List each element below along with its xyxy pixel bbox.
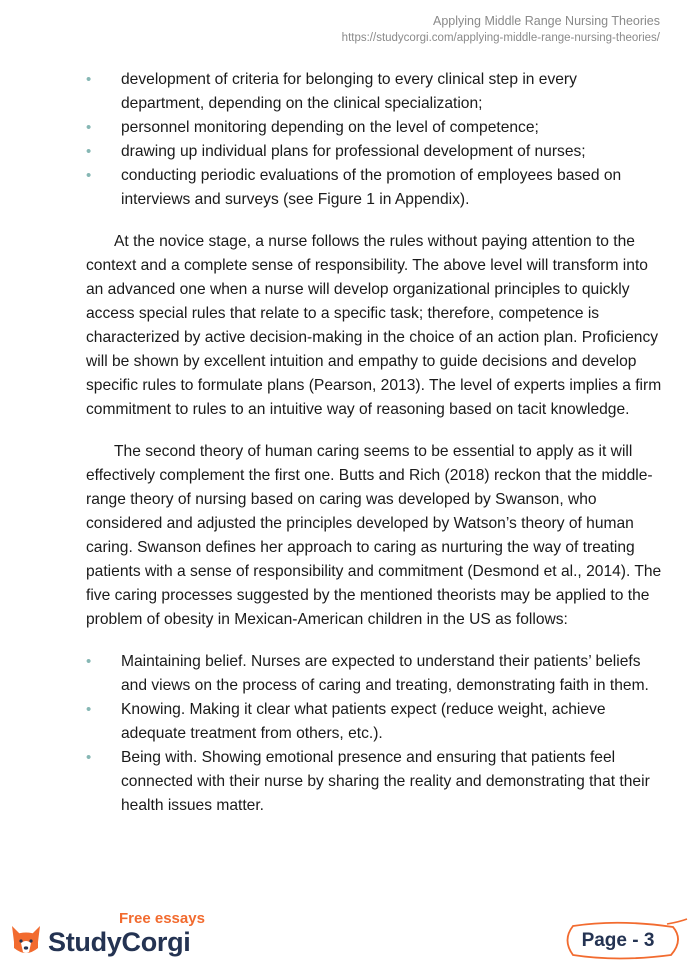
list-item-text: Maintaining belief. Nurses are expected to understand their patients’ beliefs and views on the process of caring and treating, demonstrating faith in them. <box>121 653 649 694</box>
caring-processes-list <box>86 650 662 818</box>
brand-name: StudyCorgi <box>48 927 191 957</box>
bullet-icon: • <box>86 749 92 766</box>
list-item-text: Being with. Showing emotional presence and ensuring that patients feel connected with their nurse by sharing the reality and demonstrating that their health issues matter. <box>121 749 650 814</box>
bullet-icon: • <box>86 119 92 136</box>
list-item-text: personnel monitoring depending on the level of competence; <box>121 119 539 136</box>
bullet-icon: • <box>86 653 92 670</box>
list-item-text: Knowing. Making it clear what patients expect (reduce weight, achieve adequate treatment from others, etc.). <box>121 701 606 742</box>
list-item <box>86 650 662 698</box>
paragraph-novice-stage: At the novice stage, a nurse follows the rules without paying attention to the context and a complete sense of responsibility. The above level will transform into an advanced one when a nurse will develop organizational principles to quickly access special rules that relate to a specific task; therefore, competence is characterized by active decision-making in the choice of an action plan. Proficiency will be shown by excellent intuition and empathy to guide decisions and develop specific rules to formulate plans (Pearson, 2013). The level of experts implies a firm commitment to rules to an intuitive way of reasoning based on tacit knowledge. <box>86 233 662 418</box>
studycorgi-logo[interactable] <box>8 910 228 962</box>
page-number: Page - 3 <box>581 930 655 951</box>
bullet-icon: • <box>86 143 92 160</box>
list-item-text: drawing up individual plans for professional development of nurses; <box>121 143 586 160</box>
bullet-icon: • <box>86 167 92 184</box>
bullet-icon: • <box>86 701 92 718</box>
list-item <box>86 116 662 140</box>
list-item <box>86 140 662 164</box>
list-item <box>86 164 662 212</box>
page-number-badge <box>563 918 689 962</box>
list-item <box>86 698 662 746</box>
paragraph-human-caring: The second theory of human caring seems to be essential to apply as it will effectively complement the first one. Butts and Rich (2018) reckon that the middle-range theory of nursing based on caring was developed by Swanson, who considered and adjusted the principles developed by Watson’s theory of human caring. Swanson defines her approach to caring as nurturing the way of treating patients with a sense of responsibility and commitment (Desmond et al., 2014). The five caring processes suggested by the mentioned theorists may be applied to the problem of obesity in Mexican-American children in the US as follows: <box>86 443 662 628</box>
corgi-icon <box>8 922 44 958</box>
criteria-list <box>86 68 662 212</box>
free-essays-tagline: Free essays <box>119 910 205 927</box>
header-url[interactable]: https://studycorgi.com/applying-middle-range-nursing-theories/ <box>341 32 660 44</box>
list-item-text: development of criteria for belonging to every clinical step in every department, depending on the clinical specialization; <box>121 71 577 112</box>
bullet-icon: • <box>86 71 92 88</box>
list-item <box>86 68 662 116</box>
document-body <box>86 68 662 818</box>
list-item <box>86 746 662 818</box>
page-header <box>342 12 660 47</box>
header-title: Applying Middle Range Nursing Theories <box>433 14 660 28</box>
list-item-text: conducting periodic evaluations of the promotion of employees based on interviews and surveys (see Figure 1 in Appendix). <box>121 167 622 208</box>
